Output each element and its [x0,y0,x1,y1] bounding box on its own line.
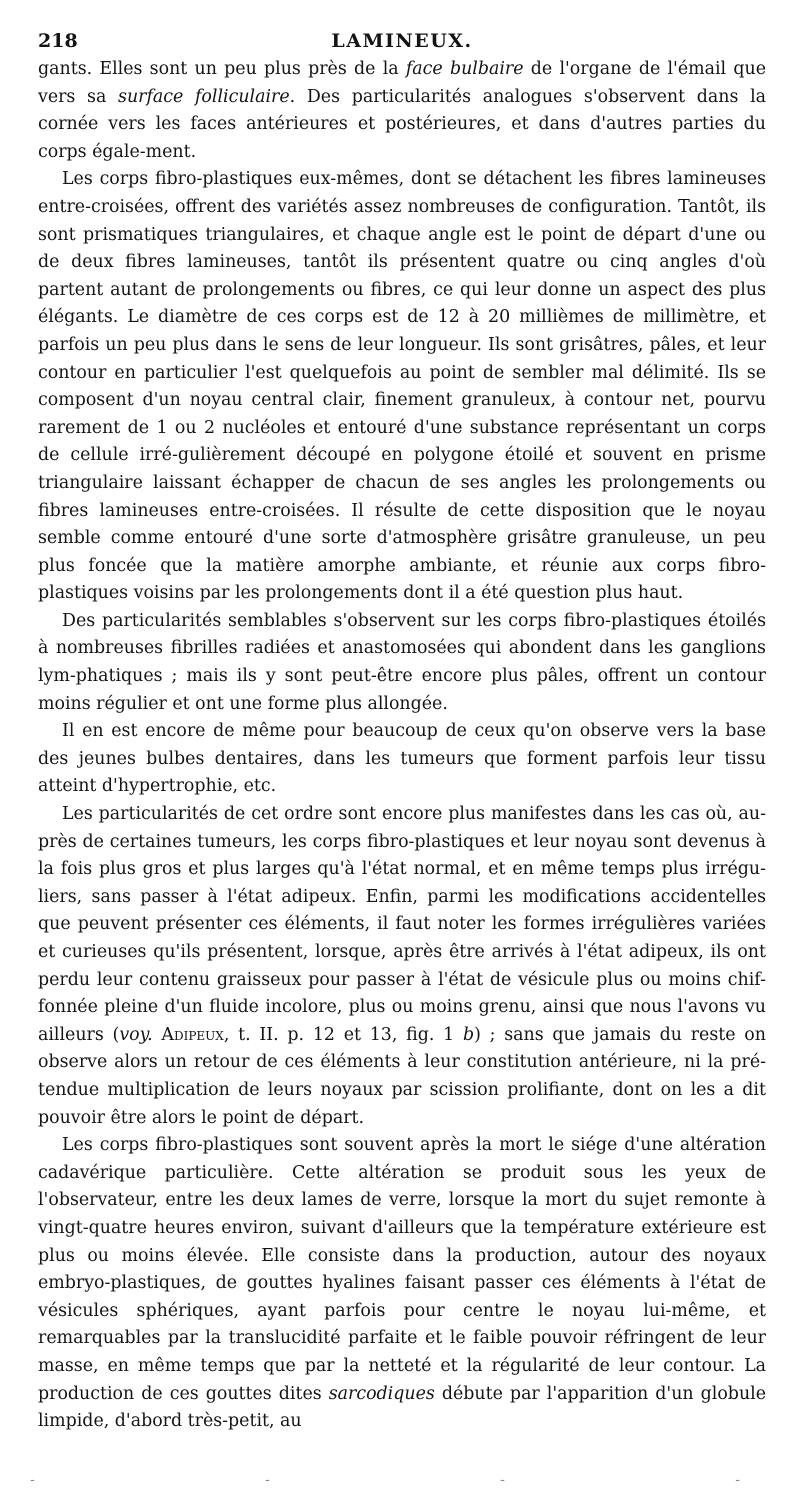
text-run: Les corps fibro-plastiques sont souvent après la mort le siége d'une altération cadavérique particulière. Cette altération se produit sous les yeux de l'observateur, entre les deux lames de verre, lorsque la mort du sujet remonte à vingt-quatre heures environ, suivant d'ailleurs que la température extérieure est plus ou moins élevée. Elle consiste dans la production, autour des noyaux embryo-plastiques, de gouttes hyalines faisant passer ces éléments à l'état de vésicules sphériques, ayant parfois pour centre le noyau lui-même, et remarquables par la translucidité parfaite et le faible pouvoir réfringent de leur masse, en même temps que par la netteté et la régularité de leur contour. La production de ces gouttes dites [38,1135,766,1404]
text-run: gants. Elles sont un peu plus près de la [38,59,406,79]
small-caps-reference: Adipeux [152,1024,224,1045]
body-text [38,56,766,1436]
paragraph-stellate-bodies: Des particularités semblables s'observent sur les corps fibro-plastiques étoilés à nombreuses fibrilles radiées et anastomosées qui abondent dans les ganglions lym-phatiques ; mais ils y sont peut-être encore plus pâles, offrent un contour moins régulier et ont une forme plus allongée. [38,610,766,714]
text-run: débute par l'apparition d'un globule limpide, d'abord très-petit, au [38,1383,766,1432]
text-run: ) ; sans que jamais du reste on observe alors un retour de ces éléments à leur constitution antérieure, ni la pré-tendue multiplication de leurs noyaux par scission prolifiante, dont on les a dit pouvoir être alors le point de départ. [38,1024,766,1128]
scan-mark: - [265,1472,270,1488]
text-run: de l'organe de l'émail que vers sa [38,59,766,107]
text-run: . Des particularités analogues s'observent dans la cornée vers les faces antérieures et postérieures, et dans d'autres parties du corps égale-ment. [38,86,767,162]
paragraph-cadaveric-alteration [38,1132,766,1436]
paragraph-continued [38,56,766,166]
text-run: Les particularités de cet ordre sont encore plus manifestes dans les cas où, au-près de certaines tumeurs, les corps fibro-plastiques et leur noyau sont devenus à la fois plus gros et plus larges qu'à l'état normal, et en même temps plus irrégu-liers, sans passer à l'état adipeux. Enfin, parmi les modifications accidentelles que peuvent présenter ces éléments, il faut noter les formes irrégulières variées et curieuses qu'ils présentent, lorsque, après être arrivés à l'état adipeux, ils ont perdu leur contenu graisseux pour passer à l'état de vésicule plus ou moins chif-fonnée pleine d'un fluide incolore, plus ou moins grenu, ainsi que nous l'avons vu ailleurs ( [38,804,766,1045]
running-head: LAMINEUX. [331,30,473,52]
page-header [38,22,766,56]
scan-mark: - [735,1472,740,1488]
italic-voy: voy. [119,1024,153,1045]
scan-mark: - [30,1472,35,1488]
text-run: , t. II. p. 12 et 13, fig. 1 [223,1024,463,1045]
italic-figure-letter: b [462,1024,475,1045]
paragraph-tumours [38,801,766,1132]
page-number: 218 [38,30,78,52]
italic-term-surface-folliculaire: surface folliculaire [118,86,290,107]
paragraph-dental-bulbs: Il en est encore de même pour beaucoup de ceux qu'on observe vers la base des jeunes bulbes dentaires, dans les tumeurs que forment parfois leur tissu atteint d'hypertrophie, etc. [38,721,766,797]
scan-mark: - [500,1472,505,1488]
italic-term-sarcodiques: sarcodiques [328,1383,435,1404]
paragraph-fibro-plastic-bodies: Les corps fibro-plastiques eux-mêmes, dont se détachent les fibres lamineuses entre-croisées, offrent des variétés assez nombreuses de configuration. Tantôt, ils sont prismatiques triangulaires, et chaque angle est le point de départ d'une ou de deux fibres lamineuses, tantôt ils présentent quatre ou cinq angles d'où partent autant de prolongements ou fibres, ce qui leur donne un aspect des plus élégants. Le diamètre de ces corps est de 12 à 20 millièmes de millimètre, et parfois un peu plus dans le sens de leur longueur. Ils sont grisâtres, pâles, et leur contour en particulier l'est quelquefois au point de sembler mal délimité. Ils se composent d'un noyau central clair, finement granuleux, à contour net, pourvu rarement de 1 ou 2 nucléoles et entouré d'une substance représentant un corps de cellule irré-gulièrement découpé en polygone étoilé et souvent en prisme triangulaire laissant échapper de chacun de ses angles les prolongements ou fibres lamineuses entre-croisées. Il résulte de cette disposition que le noyau semble comme entouré d'une sorte d'atmosphère grisâtre granuleuse, un peu plus foncée que la matière amorphe ambiante, et réunie aux corps fibro-plastiques voisins par les prolongements dont il a été question plus haut. [38,169,766,604]
italic-term-face-bulbaire: face bulbaire [405,59,524,79]
footer-scan-marks [30,1472,740,1488]
